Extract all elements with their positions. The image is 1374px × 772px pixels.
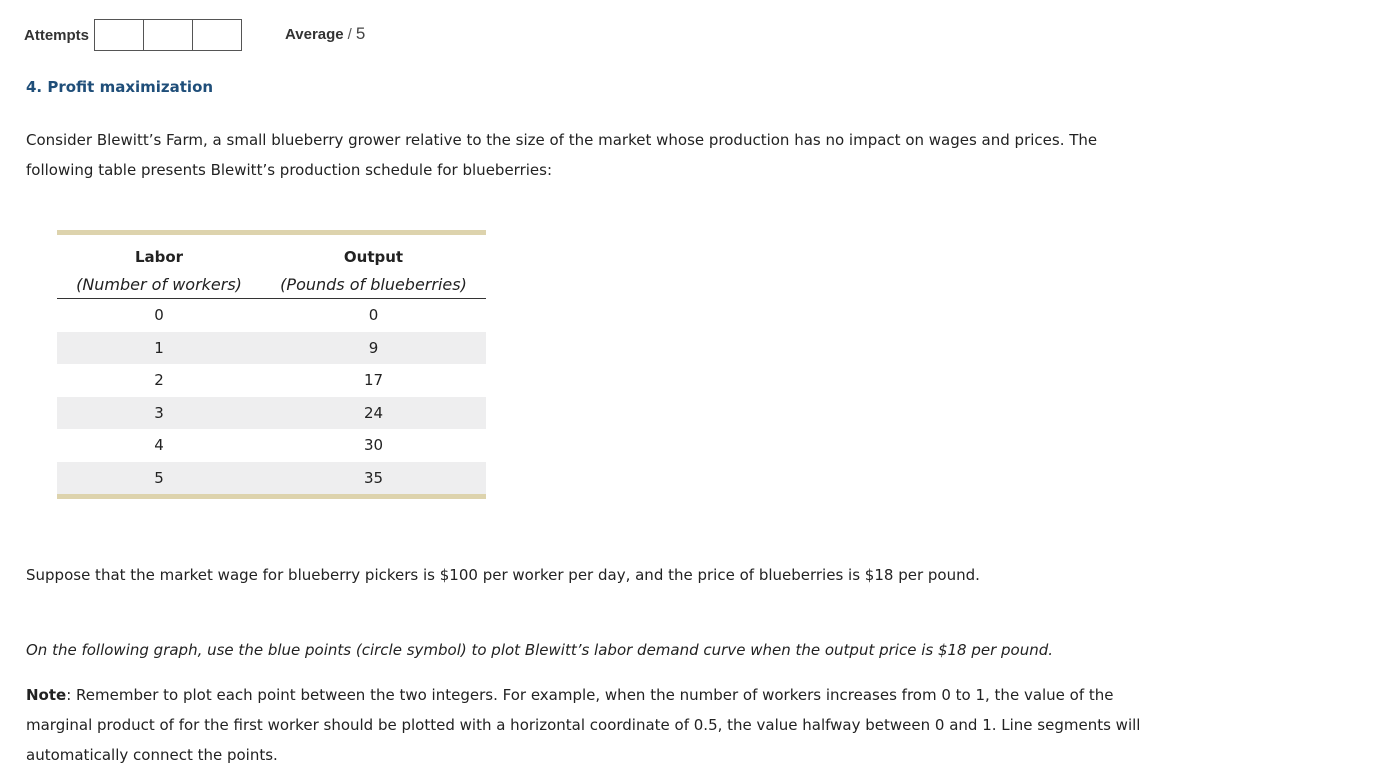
- output-cell: 24: [261, 397, 486, 430]
- attempt-box-1: [94, 19, 144, 51]
- average-separator: /: [347, 26, 352, 43]
- table-row: [57, 299, 486, 332]
- output-header: Output: [343, 247, 404, 266]
- output-cell: 0: [368, 306, 379, 325]
- output-cell: 30: [363, 436, 384, 455]
- production-schedule-table: [57, 230, 486, 499]
- output-cell: 35: [261, 462, 486, 497]
- output-cell: 17: [363, 371, 384, 390]
- labor-cell: 5: [57, 462, 261, 497]
- table-row: [57, 332, 486, 365]
- note-label: Note: [26, 686, 67, 704]
- output-subheader: (Pounds of blueberries): [261, 270, 486, 299]
- labor-cell: 2: [154, 371, 164, 390]
- output-cell: 9: [261, 332, 486, 365]
- labor-cell: 0: [154, 306, 164, 325]
- attempt-box-3: [192, 19, 242, 51]
- labor-cell: 4: [154, 436, 164, 455]
- graph-instruction: On the following graph, use the blue points (circle symbol) to plot Blewitt’s labor demand curve when the output price is $18 per pound.: [26, 641, 1054, 659]
- attempts-label: Attempts: [24, 26, 90, 44]
- table-row: [57, 397, 486, 430]
- labor-header: Labor: [134, 247, 184, 266]
- average-score: [285, 24, 365, 44]
- note-paragraph: [26, 680, 1156, 770]
- average-max: 5: [355, 24, 366, 43]
- labor-cell: 1: [57, 332, 261, 365]
- intro-paragraph: Consider Blewitt’s Farm, a small blueberry grower relative to the size of the market whose production has no impact on wages and prices. The following table presents Blewitt’s production schedule for blueberries:: [26, 131, 1098, 179]
- note-text: : Remember to plot each point between the two integers. For example, when the number of workers increases from 0 to 1, the value of the marginal product of for the first worker should be plotted with a horizontal coordinate of 0.5, the value halfway between 0 and 1. Line segments will automatically connect the points.: [26, 686, 1141, 764]
- attempt-box-2: [143, 19, 193, 51]
- table-row: [57, 364, 486, 397]
- question-title: 4. Profit maximization: [26, 78, 214, 96]
- attempt-boxes: [94, 19, 241, 51]
- labor-subheader: (Number of workers): [57, 270, 261, 299]
- wage-paragraph: Suppose that the market wage for blueberry pickers is $100 per worker per day, and the price of blueberries is $18 per pound.: [26, 566, 980, 584]
- attempts-bar: [24, 19, 241, 51]
- average-label: Average: [285, 26, 344, 43]
- labor-cell: 3: [57, 397, 261, 430]
- table-row: [57, 462, 486, 497]
- table-row: [57, 429, 486, 462]
